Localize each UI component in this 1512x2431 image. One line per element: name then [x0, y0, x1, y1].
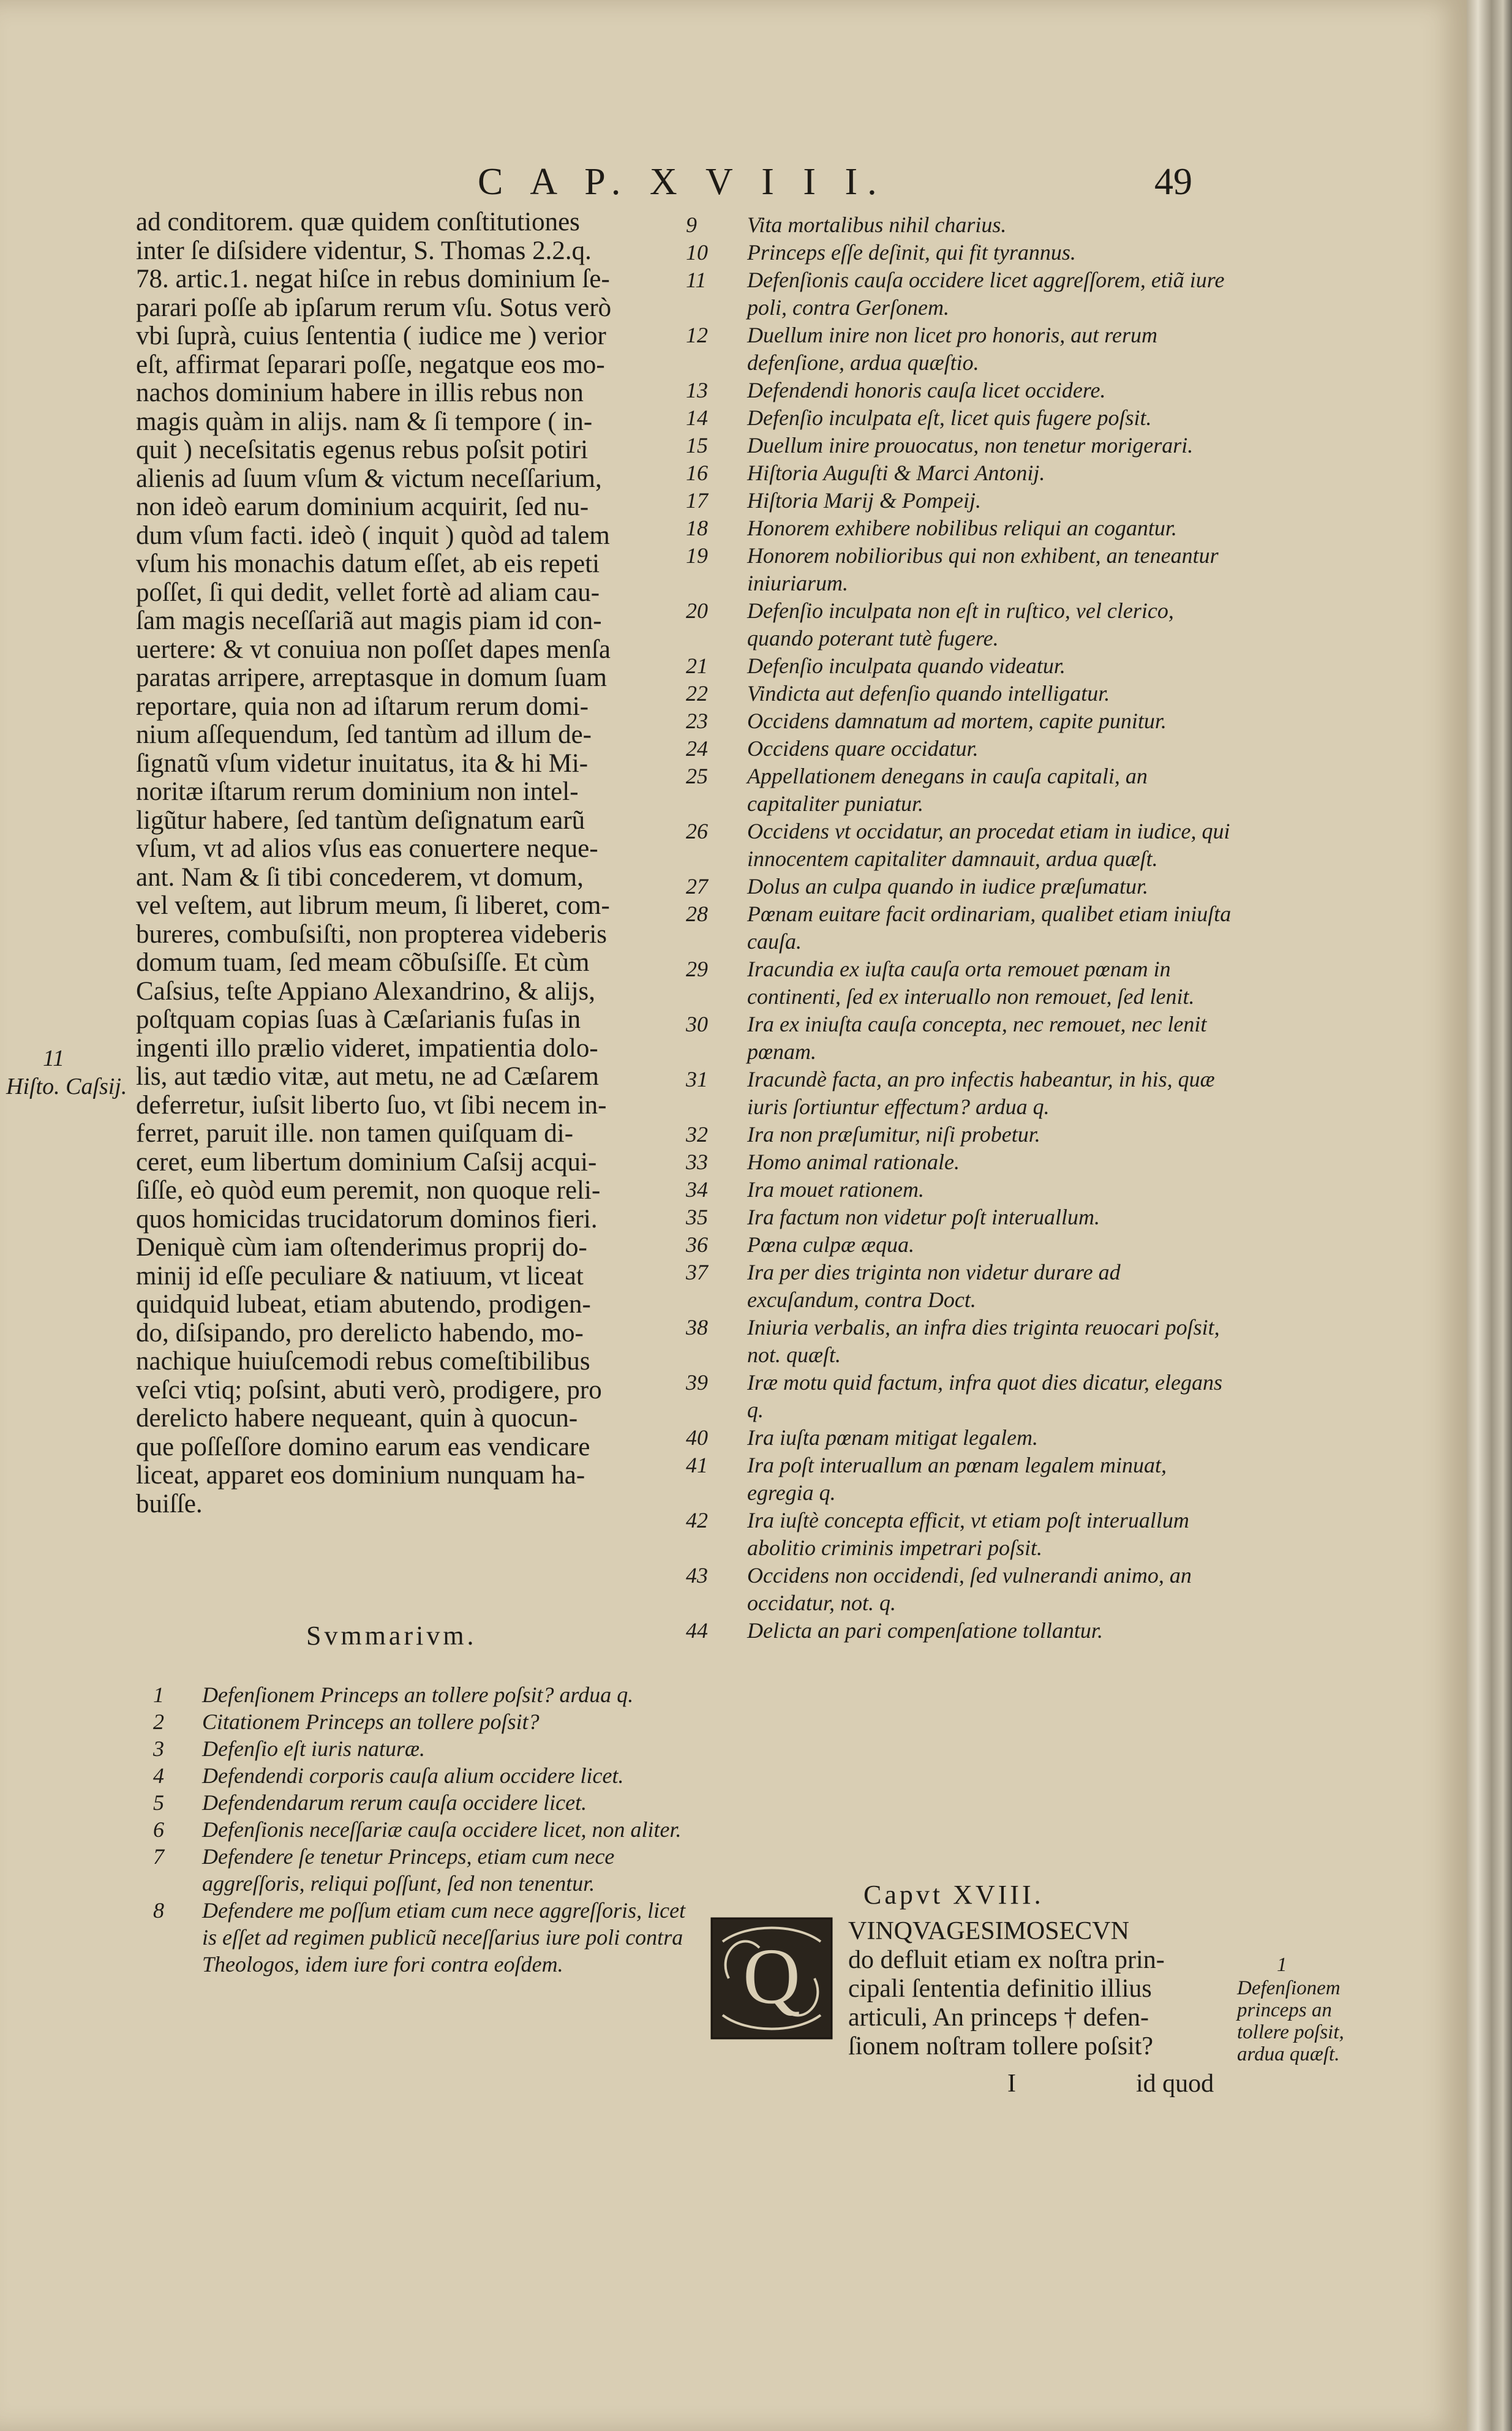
catchword: id quod [1136, 2070, 1214, 2098]
summary-item [153, 1735, 686, 1762]
summary-item [686, 1314, 1237, 1369]
summary-item [686, 432, 1237, 459]
item-number: 3 [153, 1736, 164, 1761]
text-line: do, diſsipando, pro derelicto habendo, mo- [136, 1318, 584, 1347]
right-column-summary [686, 211, 1237, 1645]
summary-item [153, 1843, 686, 1897]
summary-item [686, 1176, 1237, 1204]
item-text: Appellationem denegans in cauſa capitali, an capitaliter puniatur. [747, 764, 1148, 816]
text-line: ceret, eum libertum dominium Caſsij acqui- [136, 1147, 597, 1177]
item-number: 29 [686, 957, 708, 981]
item-number: 44 [686, 1618, 708, 1643]
item-text: Defenſionis cauſa occidere licet aggreſſorem, etiã iure poli, contra Gerſonem. [747, 268, 1225, 320]
text-line: ligũtur habere, ſed tantùm deſignatum earũ [136, 805, 585, 835]
item-number: 19 [686, 543, 708, 568]
chapter-line: ſionem noſtram tollere poſsit? [848, 2032, 1154, 2060]
item-number: 42 [686, 1508, 708, 1532]
summary-item [686, 487, 1237, 514]
summary-item [686, 322, 1237, 377]
decorated-initial [710, 1917, 833, 2040]
item-number: 9 [686, 213, 697, 237]
text-line: ferret, paruit ille. non tamen quiſquam di- [136, 1119, 574, 1148]
summary-item [686, 542, 1237, 597]
summarium-title: Svmmarivm. [306, 1621, 477, 1651]
item-text: Ira poſt interuallum an pœnam legalem minuat, egregia q. [747, 1453, 1167, 1505]
item-number: 5 [153, 1790, 164, 1815]
item-number: 22 [686, 681, 708, 706]
text-line: parari poſſe ab ipſarum rerum vſu. Sotus verò [136, 293, 612, 322]
item-number: 28 [686, 902, 708, 926]
item-text: Honorem nobilioribus qui non exhibent, an teneantur iniuriarum. [747, 543, 1219, 595]
text-line: veſci vtiq; poſsint, abuti verò, prodigere, pro [136, 1375, 602, 1404]
item-number: 32 [686, 1122, 708, 1147]
text-line: que poſſeſſore domino earum eas vendicare [136, 1432, 590, 1461]
summary-item [686, 514, 1237, 542]
summary-item [686, 266, 1237, 322]
summary-item [153, 1708, 686, 1735]
signature-mark: I [1007, 2070, 1016, 2098]
text-line: eſt, affirmat ſeparari poſſe, negatque eos mo- [136, 350, 605, 379]
left-column [136, 208, 675, 1518]
item-text: Iracundia ex iuſta cauſa orta remouet pœnam in continenti, ſed ex interuallo non remouet, ſed lenit. [747, 957, 1195, 1009]
summary-item [686, 1231, 1237, 1259]
summary-item [686, 735, 1237, 763]
text-line: lis, aut tædio vitæ, aut metu, ne ad Cæſarem [136, 1062, 599, 1091]
item-number: 13 [686, 378, 708, 402]
summary-item [686, 1066, 1237, 1121]
text-line: vſum, vt ad alios vſus eas conuertere neque- [136, 834, 598, 863]
summary-item [153, 1789, 686, 1816]
item-number: 43 [686, 1563, 708, 1588]
left-margin-note: Hiſto. Caſsij. [6, 1074, 127, 1099]
item-number: 26 [686, 819, 708, 843]
summary-item [153, 1762, 686, 1789]
text-line: nachique huiuſcemodi rebus comeſtibilibus [136, 1347, 590, 1376]
item-text: Defenſionem Princeps an tollere poſsit? ardua q. [202, 1683, 634, 1707]
item-text: Hiſtoria Marij & Pompeij. [747, 488, 981, 513]
item-text: Occidens non occidendi, ſed vulnerandi animo, an occidatur, not. q. [747, 1563, 1192, 1615]
page-number: 49 [1154, 161, 1192, 203]
item-text: Ira ex iniuſta cauſa concepta, nec remouet, nec lenit pœnam. [747, 1012, 1207, 1064]
summary-item [686, 1369, 1237, 1424]
chapter-line: articuli, An princeps † defen- [848, 2003, 1149, 2032]
text-line: Deniquè cùm iam oſtenderimus proprij do- [136, 1233, 587, 1262]
running-title: C A P. X V I I I. [478, 161, 887, 203]
text-line: bureres, combuſsiſti, non propterea videberis [136, 919, 607, 949]
item-text: Occidens quare occidatur. [747, 736, 979, 761]
summary-item [686, 1452, 1237, 1507]
item-text: Defenſio inculpata eſt, licet quis fugere poſsit. [747, 405, 1152, 430]
item-number: 24 [686, 736, 708, 761]
item-number: 20 [686, 598, 708, 623]
item-number: 17 [686, 488, 708, 513]
summary-item [686, 1148, 1237, 1176]
item-text: Duellum inire non licet pro honoris, aut rerum defenſione, ardua quæſtio. [747, 323, 1157, 375]
item-number: 10 [686, 240, 708, 265]
text-line: vbi ſuprà, cuius ſententia ( iudice me ) verior [136, 322, 606, 350]
left-margin-number: 11 [43, 1046, 65, 1071]
item-text: Ira per dies triginta non videtur durare ad excuſandum, contra Doct. [747, 1260, 1121, 1312]
text-line: domum tuam, ſed meam cõbuſsiſſe. Et cùm [136, 948, 590, 977]
text-line: derelicto habere nequeant, quin à quocun- [136, 1404, 578, 1433]
summary-item [686, 652, 1237, 680]
text-line: deferretur, iuſsit liberto ſuo, vt ſibi necem in- [136, 1090, 607, 1120]
text-line: Caſsius, teſte Appiano Alexandrino, & alijs, [136, 976, 596, 1006]
text-line: paratas arripere, arreptasque in domum ſuam [136, 663, 607, 692]
text-line: 78. artic.1. negat hiſce in rebus dominium ſe- [136, 265, 610, 293]
text-line: quos homicidas trucidatorum dominos fieri. [136, 1204, 598, 1234]
chapter-line: do defluit etiam ex noſtra prin- [848, 1946, 1165, 1974]
chapter-line: VINQVAGESIMOSECVN [848, 1917, 1129, 1945]
chapter-title: Capvt XVIII. [863, 1880, 1044, 1910]
item-number: 6 [153, 1817, 164, 1842]
summary-item [686, 211, 1237, 239]
chapter-line: cipali ſententia definitio illius [848, 1975, 1152, 2003]
text-line: ant. Nam & ſi tibi concederem, vt domum, [136, 862, 584, 892]
item-text: Defenſio eſt iuris naturæ. [202, 1736, 425, 1761]
summary-item [686, 763, 1237, 818]
summary-item [686, 377, 1237, 404]
summary-item [686, 597, 1237, 652]
item-text: Defenſio inculpata non eſt in ruſtico, vel clerico, quando poterant tutè fugere. [747, 598, 1174, 650]
summary-item [153, 1681, 686, 1708]
summary-item [686, 1259, 1237, 1314]
summary-item [686, 1617, 1237, 1645]
text-line: reportare, quia non ad iſtarum rerum domi- [136, 692, 589, 721]
text-line: nachos dominium habere in illis rebus non [136, 379, 584, 407]
item-text: Delicta an pari compenſatione tollantur. [747, 1618, 1103, 1643]
item-number: 2 [153, 1709, 164, 1734]
summary-item [686, 955, 1237, 1011]
text-line: ſiſſe, eò quòd eum peremit, non quoque reli- [136, 1176, 601, 1205]
text-line: ſignatũ vſum videtur inuitatus, ita & hi Mi- [136, 748, 589, 778]
summary-item [686, 1562, 1237, 1617]
item-number: 4 [153, 1763, 164, 1788]
item-text: Occidens vt occidatur, an procedat etiam in iudice, qui innocentem capitaliter damnauit, ardua quæſt. [747, 819, 1230, 871]
summary-item [686, 1204, 1237, 1231]
text-line: buiſſe. [136, 1489, 203, 1518]
item-number: 21 [686, 654, 708, 678]
item-number: 23 [686, 709, 708, 733]
chapter-opening-text [848, 1917, 1228, 2061]
item-text: Pœna culpæ æqua. [747, 1232, 915, 1257]
text-line: quidquid lubeat, etiam abutendo, prodigen- [136, 1290, 591, 1319]
initial-letter: Q [743, 1932, 800, 2021]
text-line: vel veſtem, aut librum meum, ſi liberet, com- [136, 891, 610, 920]
item-number: 8 [153, 1898, 164, 1923]
item-text: Pœnam euitare facit ordinariam, qualibet etiam iniuſta cauſa. [747, 902, 1232, 954]
item-text: Iniuria verbalis, an infra dies triginta reuocari poſsit, not. quæſt. [747, 1315, 1220, 1367]
item-text: Defendere me poſſum etiam cum nece aggreſſoris, licet is eſſet ad regimen publicũ neceſſarius iure poli contra Theologos, idem iure fori contra eoſdem. [202, 1898, 686, 1977]
summary-item [153, 1816, 686, 1843]
summary-item [686, 459, 1237, 487]
item-text: Iræ motu quid factum, infra quot dies dicatur, elegans q. [747, 1370, 1222, 1422]
item-number: 30 [686, 1012, 708, 1036]
item-text: Defendendi honoris cauſa licet occidere. [747, 378, 1106, 402]
summary-item [686, 1507, 1237, 1562]
text-line: vſum his monachis datum eſſet, ab eis repeti [136, 549, 600, 578]
text-line: dum vſum facti. ideò ( inquit ) quòd ad talem [136, 521, 610, 550]
item-text: Defenſio inculpata quando videatur. [747, 654, 1066, 678]
summary-item [686, 1011, 1237, 1066]
item-text: Ira iuſta pœnam mitigat legalem. [747, 1425, 1038, 1450]
item-number: 37 [686, 1260, 708, 1284]
item-text: Vindicta aut defenſio quando intelligatur. [747, 681, 1110, 706]
text-line: minij id eſſe peculiare & natiuum, vt liceat [136, 1261, 584, 1291]
summary-item [686, 680, 1237, 707]
item-number: 25 [686, 764, 708, 788]
text-line: quit ) neceſsitatis egenus rebus poſsit potiri [136, 435, 589, 464]
text-line: non ideò earum dominium acquirit, ſed nu- [136, 492, 589, 521]
item-text: Defendendi corporis cauſa alium occidere licet. [202, 1763, 624, 1788]
right-margin-note: Defenſionem princeps an tollere poſsit, ardua quæſt. [1237, 1977, 1344, 2065]
summary-item [686, 239, 1237, 266]
summary-item [686, 707, 1237, 735]
item-text: Defendere ſe tenetur Princeps, etiam cum nece aggreſſoris, reliqui poſſunt, ſed non tenentur. [202, 1844, 615, 1896]
text-line: ſam magis neceſſariã aut magis piam id con- [136, 606, 602, 635]
text-line: nium aſſequendum, ſed tantùm ad illum de- [136, 720, 592, 749]
item-text: Dolus an culpa quando in iudice præſumatur. [747, 874, 1148, 899]
summary-item [686, 1424, 1237, 1452]
item-text: Homo animal rationale. [747, 1150, 960, 1174]
item-text: Princeps eſſe deſinit, qui fit tyrannus. [747, 240, 1076, 265]
item-text: Defenſionis neceſſariæ cauſa occidere licet, non aliter. [202, 1817, 682, 1842]
item-text: Occidens damnatum ad mortem, capite punitur. [747, 709, 1167, 733]
item-number: 39 [686, 1370, 708, 1395]
item-text: Ira mouet rationem. [747, 1177, 924, 1202]
text-line: ingenti illo prælio videret, impatientia dolo- [136, 1033, 598, 1063]
text-line: uertere: & vt conuiua non poſſet dapes menſa [136, 635, 611, 664]
item-number: 15 [686, 433, 708, 458]
item-text: Duellum inire prouocatus, non tenetur morigerari. [747, 433, 1194, 458]
item-text: Citationem Princeps an tollere poſsit? [202, 1709, 540, 1734]
text-line: noritæ iſtarum rerum dominium non intel- [136, 777, 579, 806]
text-line: liceat, apparet eos dominium nunquam ha- [136, 1461, 585, 1490]
item-text: Iracundè facta, an pro infectis habeantur, in his, quæ iuris ſortiuntur effectum? ardua q. [747, 1067, 1215, 1119]
item-number: 12 [686, 323, 708, 347]
item-number: 27 [686, 874, 708, 899]
text-line: poſtquam copias ſuas à Cæſarianis fuſas in [136, 1005, 581, 1034]
summarium-list [153, 1681, 686, 1978]
item-number: 16 [686, 461, 708, 485]
item-text: Vita mortalibus nihil charius. [747, 213, 1007, 237]
item-text: Honorem exhibere nobilibus reliqui an cogantur. [747, 516, 1177, 540]
summary-item [686, 404, 1237, 432]
item-number: 40 [686, 1425, 708, 1450]
item-number: 7 [153, 1844, 164, 1869]
item-number: 31 [686, 1067, 708, 1091]
text-line: ad conditorem. quæ quidem conſtitutiones [136, 208, 580, 236]
item-number: 14 [686, 405, 708, 430]
item-number: 35 [686, 1205, 708, 1229]
text-line: poſſet, ſi qui dedit, vellet fortè ad aliam cau- [136, 578, 600, 607]
item-number: 1 [153, 1683, 164, 1707]
item-number: 18 [686, 516, 708, 540]
right-margin-number: 1 [1277, 1954, 1287, 1976]
summary-item [686, 1121, 1237, 1148]
page-edge [1467, 0, 1512, 2431]
text-line: inter ſe diſsidere videntur, S. Thomas 2.2.q. [136, 236, 592, 265]
item-number: 36 [686, 1232, 708, 1257]
item-text: Hiſtoria Auguſti & Marci Antonij. [747, 461, 1045, 485]
text-line: magis quàm in alijs. nam & ſi tempore ( in- [136, 407, 593, 436]
item-text: Ira iuſtè concepta efficit, vt etiam poſt interuallum abolitio criminis impetrari poſsit. [747, 1508, 1189, 1560]
summary-item [686, 900, 1237, 955]
text-line: alienis ad ſuum vſum & victum neceſſarium, [136, 464, 602, 493]
summary-item [686, 818, 1237, 873]
item-number: 38 [686, 1315, 708, 1340]
item-number: 11 [686, 268, 707, 292]
item-text: Ira non præſumitur, niſi probetur. [747, 1122, 1040, 1147]
item-number: 34 [686, 1177, 708, 1202]
item-text: Ira factum non videtur poſt interuallum. [747, 1205, 1100, 1229]
summary-item [153, 1897, 686, 1978]
item-number: 33 [686, 1150, 708, 1174]
summary-item [686, 873, 1237, 900]
item-text: Defendendarum rerum cauſa occidere licet. [202, 1790, 587, 1815]
item-number: 41 [686, 1453, 708, 1477]
